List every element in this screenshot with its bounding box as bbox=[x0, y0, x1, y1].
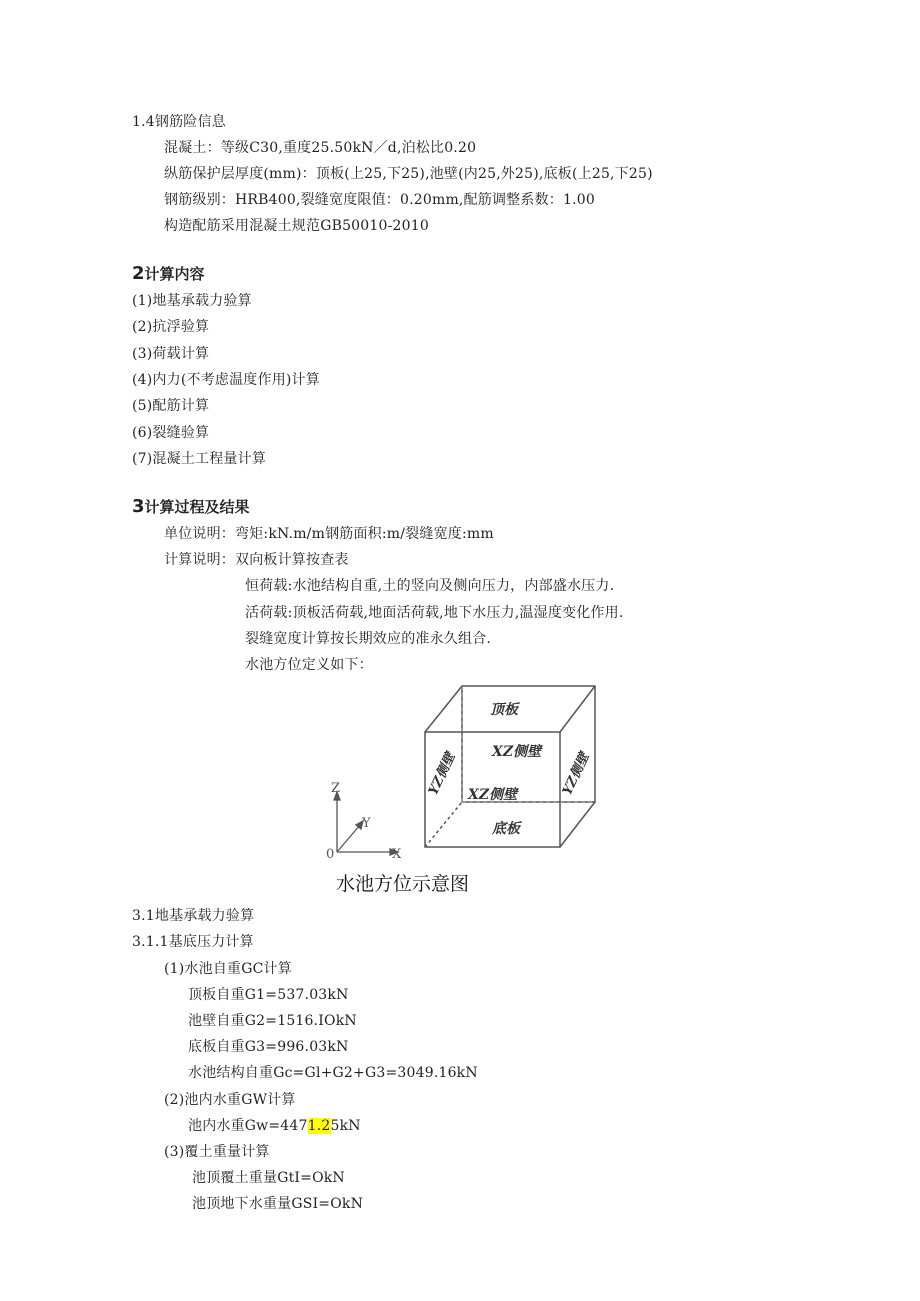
g1-value: 顶板自重G1=537.03kN bbox=[188, 987, 349, 1003]
cube-edge-top-right bbox=[560, 686, 595, 732]
list-item: (4)内力(不考虑温度作用)计算 bbox=[132, 372, 320, 388]
concrete-info: 混凝土：等级C30,重度25.50kN／d,泊松比0.20 bbox=[164, 140, 477, 156]
section-2-title: 计算内容 bbox=[144, 265, 205, 283]
axis-origin-label: 0 bbox=[326, 847, 335, 860]
crack-note: 裂缝宽度计算按长期效应的准永久组合. bbox=[245, 631, 492, 647]
cover-thickness-info: 纵筋保护层厚度(mm)：顶板(上25,下25),池壁(内25,外25),底板(上25,下25) bbox=[164, 166, 653, 182]
list-item: (7)混凝土工程量计算 bbox=[132, 451, 267, 467]
list-item: (6)裂缝验算 bbox=[132, 425, 210, 441]
gw-highlight: 1.2 bbox=[307, 1118, 331, 1134]
section-3-1-1-title: 3.1.1基底压力计算 bbox=[132, 934, 254, 950]
section-3-number: 3 bbox=[132, 496, 145, 517]
list-item: (1)地基承载力验算 bbox=[132, 293, 252, 309]
gt-value: 池顶覆土重量GtI=OkN bbox=[192, 1170, 345, 1186]
dead-load-note: 恒荷载:水池结构自重,土的竖向及侧向压力，内部盛水压力. bbox=[245, 578, 615, 594]
top-plate-label: 顶板 bbox=[490, 702, 518, 718]
section-2-number: 2 bbox=[132, 263, 145, 284]
gs-value: 池顶地下水重量GSI=OkN bbox=[192, 1196, 364, 1212]
gc-value: 水池结构自重Gc=Gl+G2+G3=3049.16kN bbox=[188, 1065, 478, 1081]
yz-wall-left-label: YZ侧壁 bbox=[426, 750, 459, 798]
cube-edge-top-left bbox=[425, 686, 462, 732]
list-item: (3)荷载计算 bbox=[132, 346, 210, 362]
list-item: (5)配筋计算 bbox=[132, 398, 210, 414]
bottom-plate-label: 底板 bbox=[492, 821, 520, 837]
soil-weight-title: (3)覆土重量计算 bbox=[164, 1144, 270, 1160]
section-3-title: 计算过程及结果 bbox=[144, 498, 250, 516]
section-3-1-title: 3.1地基承载力验算 bbox=[132, 908, 255, 924]
y-axis-label: Y bbox=[362, 816, 371, 831]
units-note: 单位说明：弯矩:kN.m/m钢筋面积:m/裂缝宽度:mm bbox=[164, 526, 494, 542]
cube-edge-bottom-right bbox=[560, 802, 595, 847]
section-1-4-title: 1.4钢筋险信息 bbox=[132, 114, 226, 130]
list-item: (2)抗浮验算 bbox=[132, 319, 210, 335]
calc-note: 计算说明：双向板计算按查表 bbox=[164, 552, 349, 568]
gw-suffix: 5kN bbox=[330, 1118, 361, 1134]
live-load-note: 活荷载:顶板活荷载,地面活荷载,地下水压力,温湿度变化作用. bbox=[245, 605, 624, 621]
section-3-heading bbox=[132, 497, 250, 517]
orientation-note: 水池方位定义如下： bbox=[245, 657, 373, 673]
g2-value: 池壁自重G2=1516.IOkN bbox=[188, 1013, 357, 1029]
water-weight-title: (2)池内水重GW计算 bbox=[164, 1092, 296, 1108]
gw-prefix: 池内水重Gw=447 bbox=[188, 1118, 308, 1134]
xz-wall-front-label: XZ侧壁 bbox=[468, 787, 518, 803]
rebar-grade-info: 钢筋级别：HRB400,裂缝宽度限值：0.20mm,配筋调整系数：1.00 bbox=[164, 192, 595, 208]
x-axis-label: X bbox=[392, 847, 402, 860]
g3-value: 底板自重G3=996.03kN bbox=[188, 1039, 349, 1055]
xz-wall-back-label: XZ侧壁 bbox=[492, 744, 542, 760]
diagram-caption: 水池方位示意图 bbox=[336, 873, 470, 895]
section-2-heading bbox=[132, 264, 205, 284]
z-axis-label: Z bbox=[331, 781, 341, 796]
self-weight-title: (1)水池自重GC计算 bbox=[164, 961, 292, 977]
y-axis-line bbox=[337, 825, 360, 852]
code-info: 构造配筋采用混凝土规范GB50010-2010 bbox=[164, 218, 429, 234]
cube-edge-bottom-left-hidden bbox=[425, 802, 462, 847]
gw-value bbox=[188, 1117, 361, 1135]
yz-wall-right-label: YZ侧壁 bbox=[560, 750, 593, 798]
pool-orientation-diagram bbox=[320, 680, 610, 860]
